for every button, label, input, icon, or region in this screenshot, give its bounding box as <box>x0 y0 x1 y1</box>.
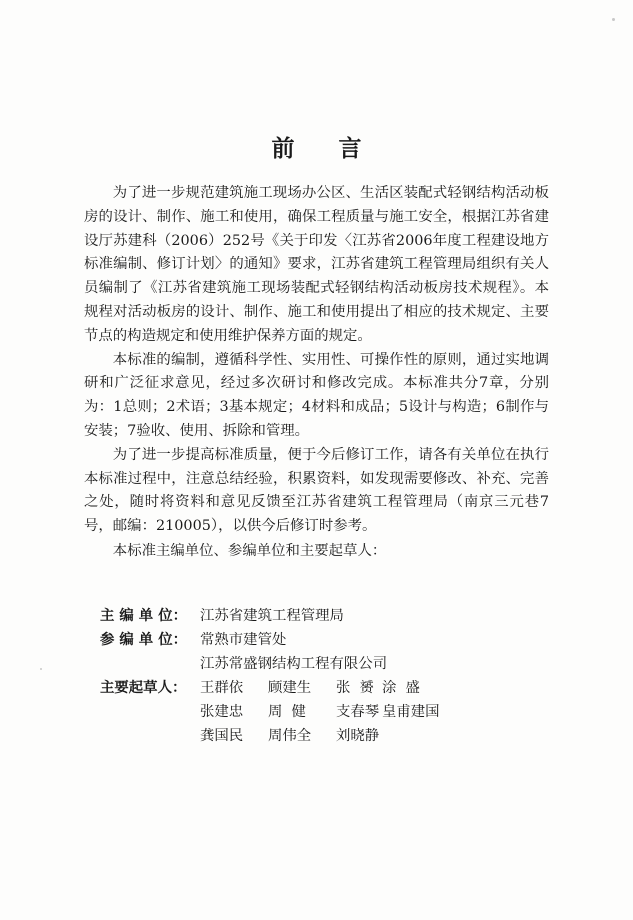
drafter-name: 张建忠 <box>200 704 244 720</box>
drafters-line <box>200 724 450 748</box>
scan-speck <box>612 18 615 21</box>
drafter-name: 支春琴 <box>336 704 380 720</box>
drafters-line <box>200 700 450 724</box>
participant-unit-label: 参 编 单 位： <box>100 632 187 648</box>
paragraph-feedback: 为了进一步提高标准质量，便于今后修订工作，请各有关单位在执行本标准过程中，注意总结经验，积累资料，如发现需要修改、补充、完善之处，随时将资料和意见反馈至江苏省建筑工程管理局（南京三元巷7号，邮编：210005），以供今后修订时参考。 <box>84 446 549 535</box>
drafters-list <box>200 676 450 748</box>
drafters-row <box>100 676 450 748</box>
scan-speck <box>40 668 42 670</box>
drafters-line <box>200 676 450 700</box>
drafter-name: 周伟全 <box>268 728 312 744</box>
drafter-name: 刘晓静 <box>336 728 380 744</box>
participant-unit-name: 常熟市建管处 <box>200 632 287 648</box>
drafter-name: 龚国民 <box>200 728 244 744</box>
drafters-label: 主要起草人： <box>100 680 187 696</box>
participant-unit-name: 江苏常盛钢结构工程有限公司 <box>200 656 388 672</box>
preface-body <box>84 182 549 564</box>
paragraph-principles: 本标准的编制，遵循科学性、实用性、可操作性的原则，通过实地调研和广泛征求意见，经过多次研讨和修改完成。本标准共分7章，分别为：1总则；2术语；3基本规定；4材料和成品；5设计与构造；6制作与安装；7验收、使用、拆除和管理。 <box>84 351 549 439</box>
drafter-name: 王群依 <box>200 680 244 696</box>
drafter-name: 涂 盛 <box>382 680 420 696</box>
paragraph-roster-intro: 本标准主编单位、参编单位和主要起草人： <box>112 542 387 559</box>
paragraph-purpose: 为了进一步规范建筑施工现场办公区、生活区装配式轻钢结构活动板房的设计、制作、施工和使用，确保工程质量与施工安全，根据江苏省建设厅苏建科（2006）252号《关于印发〈江苏省2006年度工程建设地方标准编制、修订计划〉的通知》要求，江苏省建筑工程管理局组织有关人员编制了《江苏省建筑施工现场装配式轻钢结构活动板房技术规程》。本规程对活动板房的设计、制作、施工和使用提出了相应的技术规定、主要节点的构造规定和使用维护保养方面的规定。 <box>84 185 549 344</box>
chief-unit-row <box>100 604 450 628</box>
page-title: 前 言 <box>271 136 380 162</box>
participant-unit-row <box>100 628 450 676</box>
drafter-name: 皇甫建国 <box>382 704 440 720</box>
drafter-name: 张 赟 <box>336 680 374 696</box>
roster <box>100 604 450 748</box>
participant-unit-list <box>200 628 387 676</box>
chief-unit-label: 主 编 单 位： <box>100 608 187 624</box>
drafter-name: 周 健 <box>268 704 306 720</box>
drafter-name: 顾建生 <box>268 680 312 696</box>
chief-unit-list <box>200 604 344 628</box>
chief-unit-name: 江苏省建筑工程管理局 <box>200 608 344 624</box>
